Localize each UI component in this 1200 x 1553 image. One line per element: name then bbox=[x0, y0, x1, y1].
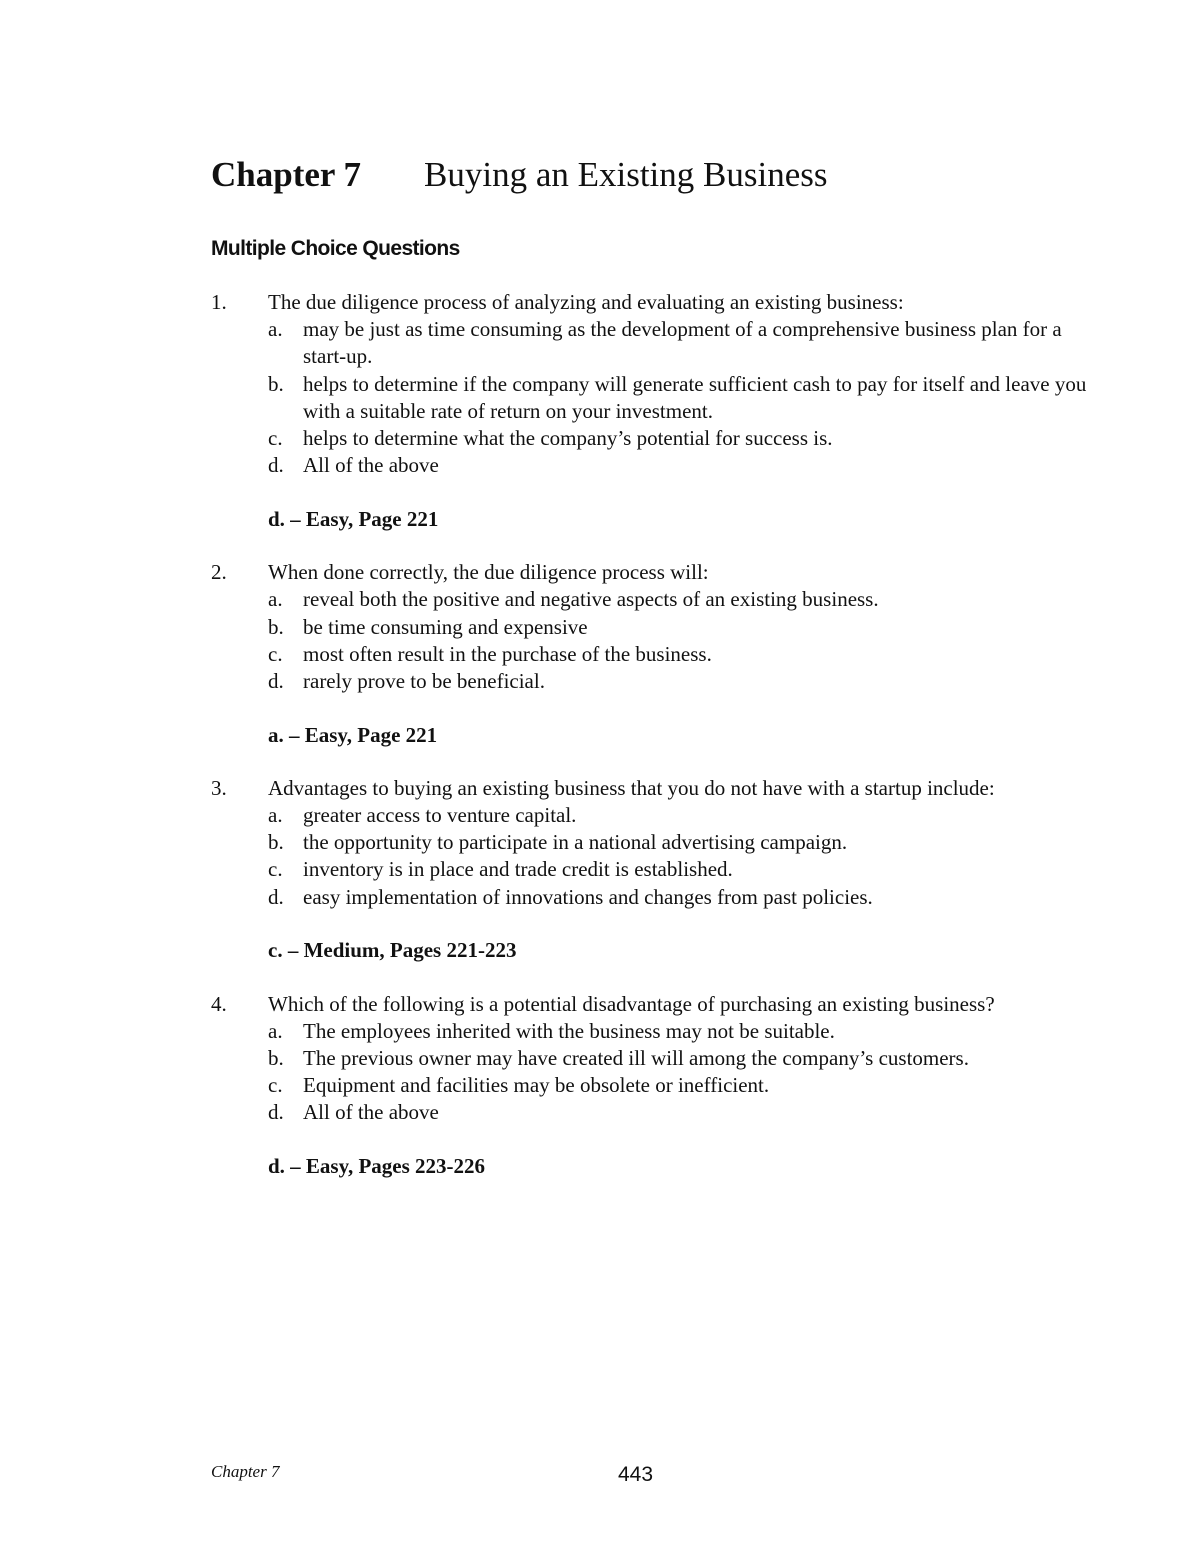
option-text: inventory is in place and trade credit is established. bbox=[303, 857, 733, 882]
option-text: The employees inherited with the business may not be suitable. bbox=[303, 1018, 835, 1043]
question-2 bbox=[211, 559, 1091, 749]
option-text: be time consuming and expensive bbox=[303, 614, 588, 639]
option-text: All of the above bbox=[303, 1100, 439, 1125]
answer-key: d. – Easy, Page 221 bbox=[268, 506, 439, 531]
option-b bbox=[211, 1045, 1091, 1072]
question-4 bbox=[211, 991, 1091, 1181]
option-letter: d. bbox=[268, 453, 284, 478]
option-text: may be just as time consuming as the development of a comprehensive business plan for a start-up. bbox=[303, 317, 1062, 369]
question-stem-row bbox=[211, 775, 1091, 802]
question-stem: Which of the following is a potential disadvantage of purchasing an existing business? bbox=[268, 991, 995, 1016]
question-stem: When done correctly, the due diligence process will: bbox=[268, 560, 709, 585]
question-stem-row bbox=[211, 289, 1091, 316]
question-number: 3. bbox=[211, 775, 227, 800]
option-b bbox=[211, 371, 1091, 425]
option-letter: c. bbox=[268, 641, 283, 666]
option-text: rarely prove to be beneficial. bbox=[303, 668, 545, 693]
answer-key: a. – Easy, Page 221 bbox=[268, 722, 438, 747]
option-d bbox=[211, 884, 1091, 911]
option-text: reveal both the positive and negative aspects of an existing business. bbox=[303, 587, 879, 612]
option-letter: d. bbox=[268, 668, 284, 693]
option-text: All of the above bbox=[303, 453, 439, 478]
option-a bbox=[211, 586, 1091, 613]
option-letter: a. bbox=[268, 1018, 283, 1043]
option-text: greater access to venture capital. bbox=[303, 803, 577, 828]
option-a bbox=[211, 1018, 1091, 1045]
chapter-title: Buying an Existing Business bbox=[424, 155, 828, 194]
option-text: most often result in the purchase of the business. bbox=[303, 641, 712, 666]
footer-chapter-label: Chapter 7 bbox=[211, 1462, 280, 1481]
option-letter: b. bbox=[268, 1045, 284, 1070]
option-letter: d. bbox=[268, 1100, 284, 1125]
question-stem-row bbox=[211, 991, 1091, 1018]
option-c bbox=[211, 856, 1091, 883]
option-letter: b. bbox=[268, 371, 284, 396]
option-text: helps to determine if the company will generate sufficient cash to pay for itself and leave you with a suitable rate of return on your investment. bbox=[303, 371, 1087, 423]
question-number: 2. bbox=[211, 560, 227, 585]
option-letter: a. bbox=[268, 587, 283, 612]
question-stem-row bbox=[211, 559, 1091, 586]
option-letter: b. bbox=[268, 614, 284, 639]
option-d bbox=[211, 452, 1091, 479]
option-letter: a. bbox=[268, 803, 283, 828]
answer-key: c. – Medium, Pages 221-223 bbox=[268, 938, 517, 963]
chapter-number: Chapter 7 bbox=[211, 155, 362, 194]
option-text: The previous owner may have created ill will among the company’s customers. bbox=[303, 1045, 969, 1070]
question-stem: The due diligence process of analyzing and evaluating an existing business: bbox=[268, 290, 904, 314]
option-list bbox=[211, 1018, 1091, 1127]
chapter-heading bbox=[211, 152, 828, 198]
option-b bbox=[211, 614, 1091, 641]
option-d bbox=[211, 668, 1091, 695]
option-b bbox=[211, 829, 1091, 856]
option-letter: c. bbox=[268, 426, 283, 451]
option-letter: d. bbox=[268, 884, 284, 909]
option-text: helps to determine what the company’s potential for success is. bbox=[303, 426, 833, 451]
question-stem: Advantages to buying an existing business that you do not have with a startup include: bbox=[268, 775, 995, 800]
option-list bbox=[211, 802, 1091, 911]
option-text: the opportunity to participate in a national advertising campaign. bbox=[303, 830, 848, 855]
question-number: 4. bbox=[211, 991, 227, 1016]
option-c bbox=[211, 641, 1091, 668]
option-c bbox=[211, 425, 1091, 452]
option-text: easy implementation of innovations and changes from past policies. bbox=[303, 884, 873, 909]
question-3 bbox=[211, 775, 1091, 965]
option-a bbox=[211, 316, 1091, 370]
option-letter: a. bbox=[268, 317, 283, 342]
option-d bbox=[211, 1099, 1091, 1126]
option-letter: c. bbox=[268, 857, 283, 882]
option-list bbox=[211, 316, 1091, 479]
question-list bbox=[211, 289, 1091, 1206]
section-title: Multiple Choice Questions bbox=[211, 237, 460, 260]
option-text: Equipment and facilities may be obsolete or inefficient. bbox=[303, 1073, 770, 1098]
question-1 bbox=[211, 289, 1091, 533]
answer-key: d. – Easy, Pages 223-226 bbox=[268, 1154, 486, 1179]
option-c bbox=[211, 1072, 1091, 1099]
option-letter: b. bbox=[268, 830, 284, 855]
option-a bbox=[211, 802, 1091, 829]
footer-page-number: 443 bbox=[618, 1463, 654, 1486]
question-number: 1. bbox=[211, 290, 227, 314]
option-letter: c. bbox=[268, 1073, 283, 1098]
option-list bbox=[211, 586, 1091, 695]
